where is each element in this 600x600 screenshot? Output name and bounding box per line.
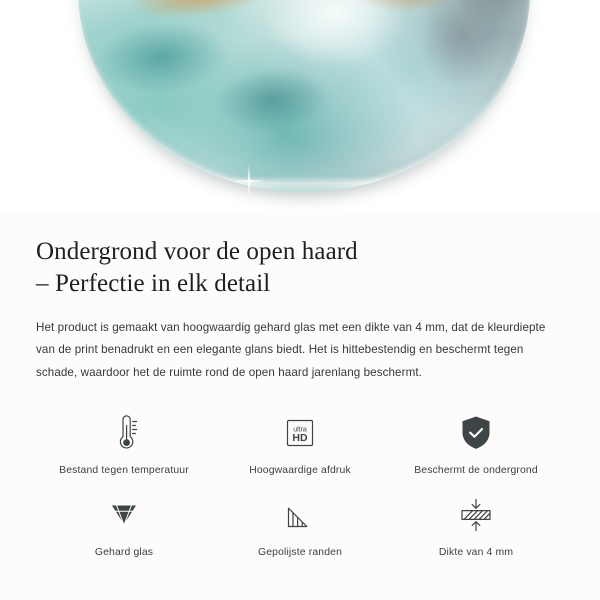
content-block xyxy=(0,212,600,558)
description-paragraph: Het product is gemaakt van hoogwaardig gehard glas met een dikte van 4 mm, dat de kleurdiepte van de print benadrukt en een elegante glans biedt. Het is hittebestendig en beschermt tegen schade, waardoor het de ruimte rond de open haard jarenlang beschermt. xyxy=(36,321,546,379)
feature-caption: Gehard glas xyxy=(94,546,154,558)
feature-item-polished-edges xyxy=(212,492,388,558)
feature-caption: Dikte van 4 mm xyxy=(438,546,514,558)
feature-item-temperature xyxy=(36,410,212,476)
page-title-line-2: – Perfectie in elk detail xyxy=(36,269,271,297)
svg-text:ultra: ultra xyxy=(293,426,307,434)
polished-edges-icon xyxy=(280,492,320,538)
feature-item-thickness xyxy=(388,492,564,558)
page-title xyxy=(36,236,564,299)
round-glass-product-image xyxy=(78,0,530,192)
feature-grid xyxy=(36,410,564,558)
thickness-arrows-icon xyxy=(454,492,498,538)
ultra-hd-icon xyxy=(280,410,320,456)
feature-item-tempered-glass xyxy=(36,492,212,558)
feature-caption: Hoogwaardige afdruk xyxy=(249,464,351,476)
hero-image xyxy=(0,0,600,212)
feature-caption: Beschermt de ondergrond xyxy=(414,464,538,476)
feature-caption: Gepolijste randen xyxy=(258,546,342,558)
thermometer-icon xyxy=(105,410,143,456)
feature-item-surface-protection xyxy=(388,410,564,476)
dark-grey-ink-wash xyxy=(367,0,530,111)
svg-text:HD: HD xyxy=(292,431,308,444)
feature-item-print-quality xyxy=(212,410,388,476)
shield-check-icon xyxy=(456,410,496,456)
diamond-icon xyxy=(102,492,146,538)
feature-caption: Bestand tegen temperatuur xyxy=(59,464,189,476)
page-title-line-1: Ondergrond voor de open haard xyxy=(36,238,358,265)
